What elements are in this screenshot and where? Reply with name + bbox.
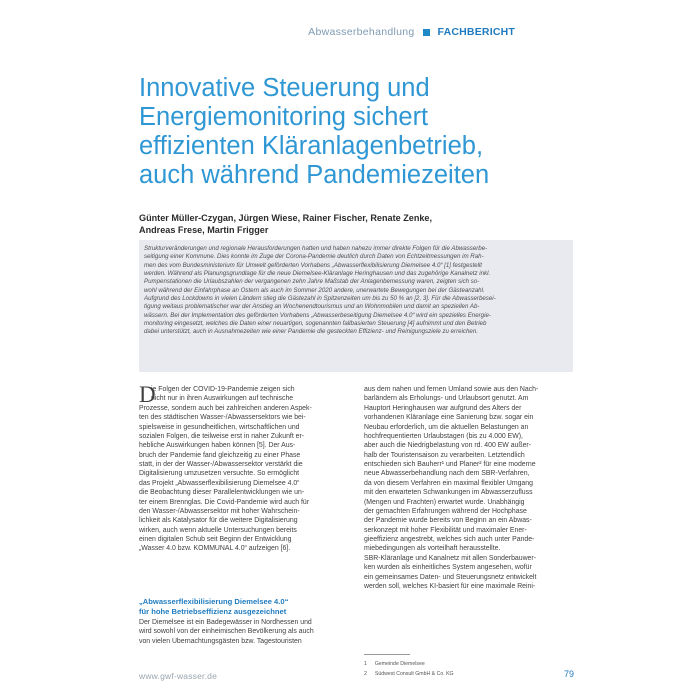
body-line: bruch der Pandemie fand gleichzeitig zu einer Phase <box>139 451 301 459</box>
body-line: einen digitalen Schub seit Beginn der Entwicklung <box>139 536 292 543</box>
body-line: sozialen Folgen, die teilweise erst in naher Zukunft er- <box>139 432 305 440</box>
abstract-line: seitigung einer Kommune. Dies konnte im Zuge der Corona-Pandemie deutlich durch Daten von Echtzeitmessungen im Rah- <box>144 253 484 261</box>
body-line: ken wurden als einheitliches System angesehen, wofür <box>364 564 532 572</box>
body-line: „Wasser 4.0 bzw. KOMMUNAL 4.0“ aufzeigen [6]. <box>139 545 291 553</box>
footnote <box>364 669 575 679</box>
abstract-line: monitoring eingesetzt, welches die Daten einer neuartigen, sogenannten fallbasierten Steuerung [4] aufnimmt und den Betrieb <box>144 320 487 328</box>
body-line: Hauptort Heringhausen war aufgrund des Alters der <box>364 404 522 412</box>
footnote <box>364 659 572 669</box>
body-line: wird sowohl von der einheimischen Bevölkerung als auch <box>139 628 314 636</box>
body-line: den Wasser-/Abwassersektor mit hoher Wahrschein- <box>139 507 300 515</box>
body-line: ten des städtischen Wasser-/Abwassersektors wie bei- <box>139 414 306 422</box>
body-column-left-continued <box>139 618 347 646</box>
body-line: mit den erwarteten Schwankungen im Abwasserzufluss <box>364 489 533 497</box>
body-line: wirken, auch wenn aktuelle Untersuchungen bereits <box>139 526 297 534</box>
footnote-number: 2 <box>364 671 367 677</box>
body-column-left <box>139 382 347 554</box>
abstract-line: men des vom Bundesministerium für Umwelt geförderten Vorhabens „Abwasserflexibilisierung Diemelsee 4.0“ [1] festgestellt <box>144 261 482 269</box>
body-line: die Beobachtung dieser Parallelentwicklungen wie un- <box>139 489 305 497</box>
body-line: (Mengen und Frachten) erwartet wurde. Unabhängig <box>364 498 525 506</box>
abstract-line: wässern. Bei der Implementation des geförderten Vorhabens „Abwasserbeseitigung Diemelsee 4.0“ wird ein spezielles Energie- <box>144 311 491 319</box>
article-type-label: FACHBERICHT <box>437 26 515 38</box>
body-line: spielsweise in gesundheitlichen, wirtschaftlichen und <box>139 423 300 431</box>
footnote-divider <box>364 654 410 655</box>
body-line: hebliche Auswirkungen haben können [5]. Der Aus- <box>139 442 296 450</box>
abstract-box <box>139 240 573 372</box>
section-label: Abwasserbehandlung <box>308 26 415 38</box>
drop-cap: D <box>139 382 156 407</box>
body-line: Digitalisierung umzusetzen versuchte. So ermöglicht <box>139 470 300 478</box>
body-line: nicht nur in ihren Auswirkungen auf technische <box>151 395 294 403</box>
body-line: aus dem nahen und fernen Umland sowie aus den Nach- <box>364 386 539 393</box>
footnote-number: 1 <box>364 661 367 667</box>
abstract-line: tigung weitaus problematischer war der Anstieg an Wochenendtourismus und an Wohnmobilen und damit an speziellen Ab- <box>144 303 480 311</box>
article-title <box>139 74 589 190</box>
body-line: der Pandemie wurde bereits von Beginn an ein Abwas- <box>364 517 532 525</box>
title-line: auch während Pandemiezeiten <box>139 161 490 189</box>
body-line: serkonzept mit hoher Flexibilität und maximaler Ener- <box>364 526 527 534</box>
body-line: hochfrequentierten Urlaubstagen (bis zu 4.000 EW), <box>364 432 523 440</box>
subheading-line: für hohe Betriebseffizienz ausgezeichnet <box>139 606 287 616</box>
body-line: Der Diemelsee ist ein Badegewässer in Nordhessen und <box>139 619 312 626</box>
running-header <box>308 26 515 38</box>
header-square-icon <box>423 29 430 36</box>
title-line: effizienten Kläranlagenbetrieb, <box>139 132 484 160</box>
author-line: Günter Müller-Czygan, Jürgen Wiese, Rainer Fischer, Renate Zenke, <box>139 213 433 223</box>
abstract-line: Strukturveränderungen und regionale Herausforderungen hatten und haben nahezu immer direkte Folgen für die Abwasserbe- <box>144 245 488 252</box>
title-line: Innovative Steuerung und <box>139 74 430 102</box>
body-line: barländern als Erholungs- und Urlaubsort genutzt. Am <box>364 395 529 403</box>
body-line: werden soll, welches KI-basiert für eine maximale Reini- <box>364 582 536 590</box>
body-line: halb der Touristensaison zu verarbeiten. Letztendlich <box>364 451 525 459</box>
abstract-line: dabei unterstützt, auch in Ausnahmezeiten wie einer Pandemie die gesteckten Effizienz- und Reinigungsziele zu erreichen. <box>144 328 478 336</box>
body-line: gieeffizienz angestrebt, welches sich auch unter Pande- <box>364 536 535 543</box>
abstract-line: Pumpenstationen die Urlaubszahlen der vergangenen zehn Jahre Maßstab der Anlagenbemessung waren, zeigten sich so- <box>144 278 480 286</box>
body-line: das Projekt „Abwasserflexibilisierung Diemelsee 4.0“ <box>139 479 300 487</box>
footnotes <box>364 659 575 679</box>
author-line: Andreas Frese, Martin Frigger <box>139 225 269 235</box>
body-line: neue Abwasserbehandlung nach dem SBR-Verfahren, <box>364 470 530 478</box>
footer-url[interactable]: www.gwf-wasser.de <box>139 671 218 681</box>
body-line: der gemachten Erfahrungen während der Hochphase <box>364 507 527 515</box>
subheading-line: „Abwasserflexibilisierung Diemelsee 4.0“ <box>139 597 289 606</box>
body-line: statt, in der der Wasser-/Abwassersektor verstärkt die <box>139 461 303 468</box>
body-line: Neubau erforderlich, um die aktuellen Belastungen an <box>364 423 529 431</box>
abstract-line: Aufgrund des Lockdowns in vielen Ländern stieg die Gästezahl in Spitzenzeiten um bis zu 50 % an [2, 3]. Für die Abwasserbesei- <box>144 295 496 303</box>
body-line: Prozesse, sondern auch bei zahlreichen anderen Aspek- <box>139 404 312 412</box>
abstract-line: wohl während der Einfahrphase an Ostern als auch im Sommer 2020 andere, unerwartete Bewegungen bei der Gästeanzahl. <box>144 286 485 294</box>
body-line: miebedingungen als vorteilhaft herausstellte. <box>364 545 501 553</box>
section-subheading <box>139 597 347 616</box>
body-line: SBR-Kläranlage und Kanalnetz mit allen Sonderbauwer- <box>364 554 536 562</box>
body-line: ter einem Brennglas. Die Covid-Pandemie wird auch für <box>139 498 310 506</box>
body-line: ein gemeinsames Daten- und Steuerungsnetz entwickelt <box>364 573 537 581</box>
body-column-right <box>364 385 572 591</box>
author-list <box>139 212 579 236</box>
body-line: lichkeit als Katalysator für die weitere Digitalisierung <box>139 517 298 525</box>
body-line: aber auch die Niedrigbelastung von rd. 400 EW außer- <box>364 442 532 450</box>
footnote-text: Gemeinde Diemelsee <box>374 661 425 667</box>
body-line: von vielen Übernachtungsgästen bzw. Tagestouristen <box>139 637 302 645</box>
body-line: ie Folgen der COVID-19-Pandemie zeigen sich <box>151 386 295 393</box>
body-line: vorhandenen Kläranlage eine Sanierung bzw. sogar ein <box>364 414 534 422</box>
footnote-text: Südwest Consult GmbH & Co. KG <box>374 671 454 677</box>
abstract-line: werden. Während als Planungsgrundlage für die neue Diemelsee-Kläranlage Heringhausen und das zugehörige Kanalnetz inkl. <box>144 270 491 278</box>
body-line: entschieden sich Bauherr¹ und Planer² für eine moderne <box>364 461 536 468</box>
title-line: Energiemonitoring sichert <box>139 103 429 131</box>
page-number: 79 <box>564 669 575 679</box>
body-line: da von diesem Verfahren ein maximal flexibler Umgang <box>364 479 533 487</box>
